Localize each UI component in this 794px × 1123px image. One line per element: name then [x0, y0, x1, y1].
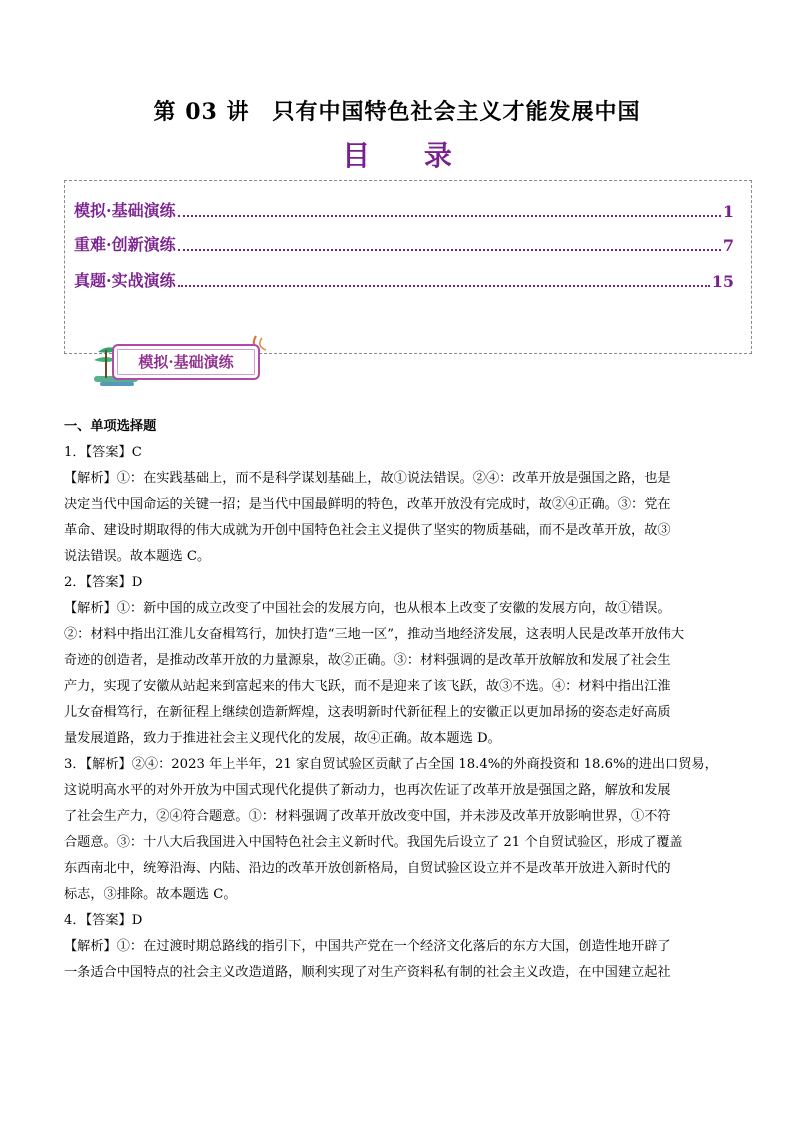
toc-entry-label: 模拟·基础演练	[74, 201, 176, 220]
text-line: 【解析】①：在过渡时期总路线的指引下，中国共产党在一个经济文化落后的东方大国，创造性地开辟了	[64, 939, 671, 954]
text-line: 东西南北中，统筹沿海、内陆、沿边的改革开放创新格局，自贸试验区设立并不是改革开放进入新时代的	[64, 861, 671, 876]
toc-entry-page: 1	[722, 202, 734, 221]
text-line: ②：材料中指出江淮儿女奋楫笃行，加快打造“三地一区”，推动当地经济发展，这表明人民是改革开放伟大	[64, 627, 685, 642]
toc-leader-dots	[178, 248, 721, 251]
text-line: 一条适合中国特点的社会主义改造道路，顺利实现了对生产资料私有制的社会主义改造，在中国建立起社	[64, 965, 671, 980]
text-line: 【解析】①：在实践基础上，而不是科学谋划基础上，故①说法错误。②④：改革开放是强国之路，也是	[64, 471, 671, 486]
toc-entry[interactable]	[74, 199, 734, 221]
text-line: 儿女奋楫笃行，在新征程上继续创造新辉煌，这表明新时代新征程上的安徽正以更加昂扬的姿态走好高质	[64, 705, 671, 720]
text-line: 了社会生产力，②④符合题意。①：材料强调了改革开放改变中国，并未涉及改革开放影响世界，①不符	[64, 809, 671, 824]
page-title: 第 03 讲 只有中国特色社会主义才能发展中国	[153, 99, 641, 125]
text-line: 奇迹的创造者，是推动改革开放的力量源泉，故②正确。③：材料强调的是改革开放解放和发展了社会生	[64, 653, 671, 668]
toc-entry-page: 15	[711, 272, 734, 291]
toc-heading: 目 录	[342, 139, 474, 172]
toc-leader-dots	[178, 214, 721, 217]
text-line: 【解析】①：新中国的成立改变了中国社会的发展方向，也从根本上改变了安徽的发展方向，故①错误。	[64, 601, 671, 616]
toc-leader-dots	[178, 284, 710, 287]
text-line: 标志，③排除。故本题选 C。	[64, 887, 237, 902]
toc-entry-label: 真题·实战演练	[74, 271, 176, 290]
toc-entry[interactable]	[74, 269, 734, 291]
text-line: 这说明高水平的对外开放为中国式现代化提供了新动力，也再次佐证了改革开放是强国之路，解放和发展	[64, 783, 671, 798]
text-line: 量发展道路，致力于推进社会主义现代化的发展，故④正确。故本题选 D。	[64, 731, 501, 746]
answer-content	[64, 414, 724, 986]
toc-entry[interactable]	[74, 233, 734, 255]
section-badge: 模拟·基础演练	[112, 344, 260, 380]
text-line: 1．【答案】C	[64, 445, 142, 460]
text-line: 产力，实现了安徽从站起来到富起来的伟大飞跃，而不是迎来了该飞跃，故③不选。④：材料中指出江淮	[64, 679, 671, 694]
text-line: 决定当代中国命运的关键一招；是当代中国最鲜明的特色，改革开放没有完成时，故②④正确。③：党在	[64, 497, 671, 512]
text-line: 合题意。③：十八大后我国进入中国特色社会主义新时代。我国先后设立了 21 个自贸试验区，形成了覆盖	[64, 835, 683, 850]
table-of-contents	[64, 180, 752, 354]
toc-entry-page: 7	[722, 236, 734, 255]
text-line: 4．【答案】D	[64, 913, 143, 928]
text-line: 2．【答案】D	[64, 575, 143, 590]
section-heading: 一、单项选择题	[64, 419, 157, 434]
text-line: 革命、建设时期取得的伟大成就为开创中国特色社会主义提供了坚实的物质基础，而不是改革开放，故③	[64, 523, 671, 538]
text-line: 说法错误。故本题选 C。	[64, 549, 211, 564]
toc-entry-label: 重难·创新演练	[74, 235, 176, 254]
text-line: 3．【解析】②④：2023 年上半年，21 家自贸试验区贡献了占全国 18.4%的外商投资和 18.6%的进出口贸易，	[64, 757, 718, 772]
